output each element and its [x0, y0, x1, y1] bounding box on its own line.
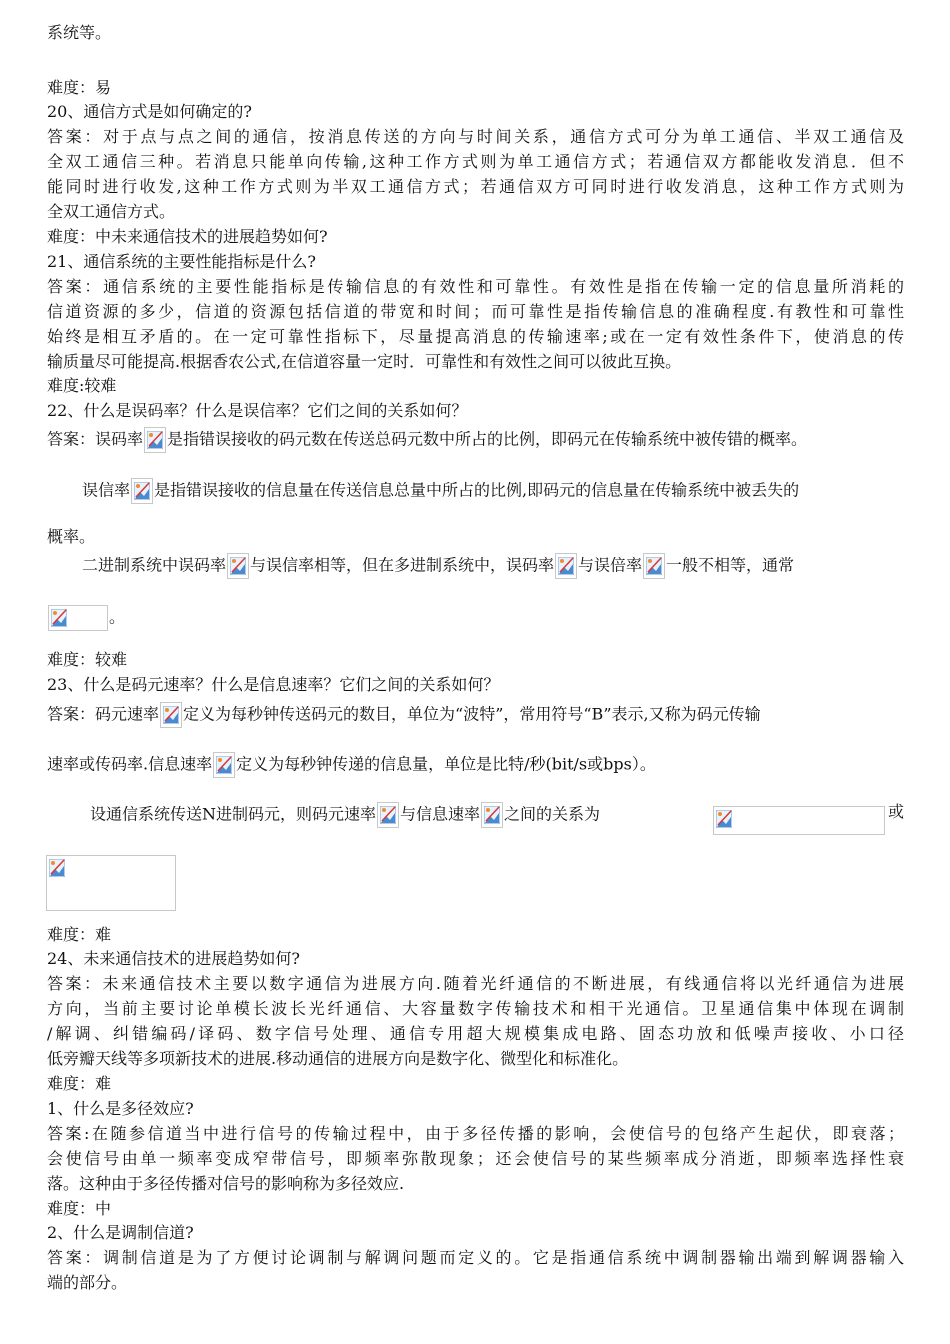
answer-text-part: 二进制系统中误码率: [82, 555, 227, 575]
difficulty-label: 难度：较难: [47, 650, 128, 669]
answer-text: 会使信号由单一频率变成窄带信号，即频率弥散现象；还会使信号的某些频率成分消逝，即频率选择性衰: [47, 1149, 904, 1168]
formula-image-icon: [481, 802, 503, 828]
difficulty-label: 难度：中: [47, 1199, 112, 1218]
answer-text: 能同时进行收发,这种工作方式则为半双工通信方式；若通信双方可同时进行收发消息，这种工作方式则为: [47, 177, 904, 196]
answer-text: 答案：未来通信技术主要以数字通信为进展方向.随着光纤通信的不断进展，有线通信将以光纤通信为进展: [47, 974, 904, 993]
answer-text: 端的部分。: [47, 1273, 128, 1292]
answer-text: /解调、纠错编码/译码、数字信号处理、通信专用超大规模集成电路、固态功放和低噪声接收、小口径: [47, 1024, 904, 1043]
question-heading: 23、什么是码元速率？什么是信息速率？它们之间的关系如何？: [47, 675, 500, 694]
answer-text-part: 与信息速率: [400, 804, 481, 824]
answer-text: [47, 752, 904, 778]
answer-text: 答案：对于点与点之间的通信，按消息传送的方向与时间关系，通信方式可分为单工通信、半双工通信及: [47, 127, 904, 146]
answer-text: [47, 605, 904, 631]
answer-text-part: 速率或传码率.信息速率: [47, 754, 213, 774]
answer-text-part: 之间的关系为: [504, 804, 601, 824]
answer-text: 答案：通信系统的主要性能指标是传输信息的有效性和可靠性。有效性是指在传输一定的信息量所消耗的: [47, 277, 904, 296]
formula-image-icon: [713, 806, 885, 835]
answer-text: [82, 553, 904, 579]
question-heading: 21、通信系统的主要性能指标是什么?: [47, 252, 316, 271]
formula-image-icon: [227, 553, 249, 579]
answer-prefix: 答案：误码率: [47, 429, 144, 449]
answer-text-part: 定义为每秒钟传递的信息量，单位是比特/秒(bit/s或bps）。: [236, 754, 656, 774]
formula-image-icon: [555, 553, 577, 579]
formula-image-icon: [643, 553, 665, 579]
formula-image-icon: [144, 427, 166, 453]
answer-text: 概率。: [47, 527, 96, 546]
question-heading: 2、什么是调制信道?: [47, 1223, 194, 1242]
answer-text: 全双工通信三种。若消息只能单向传输,这种工作方式则为单工通信方式；若通信双方都能收发消息．但不: [47, 152, 904, 171]
formula-image-icon: [131, 478, 153, 504]
difficulty-label: 难度：难: [47, 925, 112, 944]
answer-text-part: 。: [109, 607, 126, 627]
difficulty-label: 难度：中未来通信技术的进展趋势如何?: [47, 227, 328, 246]
answer-text: 答案：调制信道是为了方便讨论调制与解调问题而定义的。它是指通信系统中调制器输出端到解调器输入: [47, 1248, 904, 1267]
answer-text: [47, 702, 904, 728]
answer-text: 全双工通信方式。: [47, 202, 176, 221]
difficulty-label: 难度:较难: [47, 376, 117, 395]
text-line: 系统等。: [47, 23, 112, 42]
answer-text: 始终是相互矛盾的。在一定可靠性指标下，尽量提高消息的传输速率;或在一定有效性条件下，使消息的传: [47, 327, 904, 346]
answer-text: 低旁瓣天线等多项新技术的进展.移动通信的进展方向是数字化、微型化和标准化。: [47, 1049, 629, 1068]
answer-text: [82, 478, 904, 504]
formula-image-icon: [377, 802, 399, 828]
answer-text-part: 是指错误接收的信息量在传送信息总量中所占的比例,即码元的信息量在传输系统中被丢失的: [154, 480, 800, 500]
answer-text-part: 一般不相等，通常: [666, 555, 795, 575]
question-heading: 20、通信方式是如何确定的?: [47, 102, 252, 121]
answer-prefix: 答案：码元速率: [47, 704, 160, 724]
question-heading: 1、什么是多径效应?: [47, 1099, 194, 1118]
answer-text: [47, 427, 904, 453]
formula-image-icon: [46, 855, 176, 911]
answer-text: 输质量尽可能提高.根据香农公式,在信道容量一定时．可靠性和有效性之间可以彼此互换。: [47, 352, 682, 371]
answer-text-part: 是指错误接收的码元数在传送总码元数中所占的比例，即码元在传输系统中被传错的概率。: [167, 429, 808, 449]
answer-text-part: 设通信系统传送N进制码元，则码元速率: [90, 804, 377, 824]
difficulty-label: 难度：易: [47, 78, 112, 97]
formula-image-icon: [213, 752, 235, 778]
question-heading: 24、未来通信技术的进展趋势如何?: [47, 949, 300, 968]
formula-image-icon: [48, 605, 108, 631]
answer-text-part: 误信率: [82, 480, 131, 500]
difficulty-label: 难度：难: [47, 1074, 112, 1093]
answer-text-part: 定义为每秒钟传送码元的数目，单位为“波特”，常用符号“B”表示,又称为码元传输: [183, 704, 761, 724]
question-heading: 22、什么是误码率？什么是误信率？它们之间的关系如何？: [47, 401, 468, 420]
answer-text: 方向，当前主要讨论单模长波长光纤通信、大容量数字传输技术和相干光通信。卫星通信集中体现在调制: [47, 999, 904, 1018]
answer-text-part: 与误倍率: [578, 555, 643, 575]
answer-text: 或: [888, 802, 905, 821]
answer-text: 答案:在随参信道当中进行信号的传输过程中，由于多径传播的影响，会使信号的包络产生起伏，即衰落；: [47, 1124, 904, 1143]
answer-text-part: 与误信率相等，但在多进制系统中，误码率: [250, 555, 555, 575]
answer-text: [90, 802, 790, 828]
answer-text: 落。这种由于多径传播对信号的影响称为多径效应.: [47, 1174, 405, 1193]
formula-image-icon: [160, 702, 182, 728]
answer-text: 信道资源的多少，信道的资源包括信道的带宽和时间；而可靠性是指传输信息的准确程度.有教性和可靠性: [47, 302, 904, 321]
